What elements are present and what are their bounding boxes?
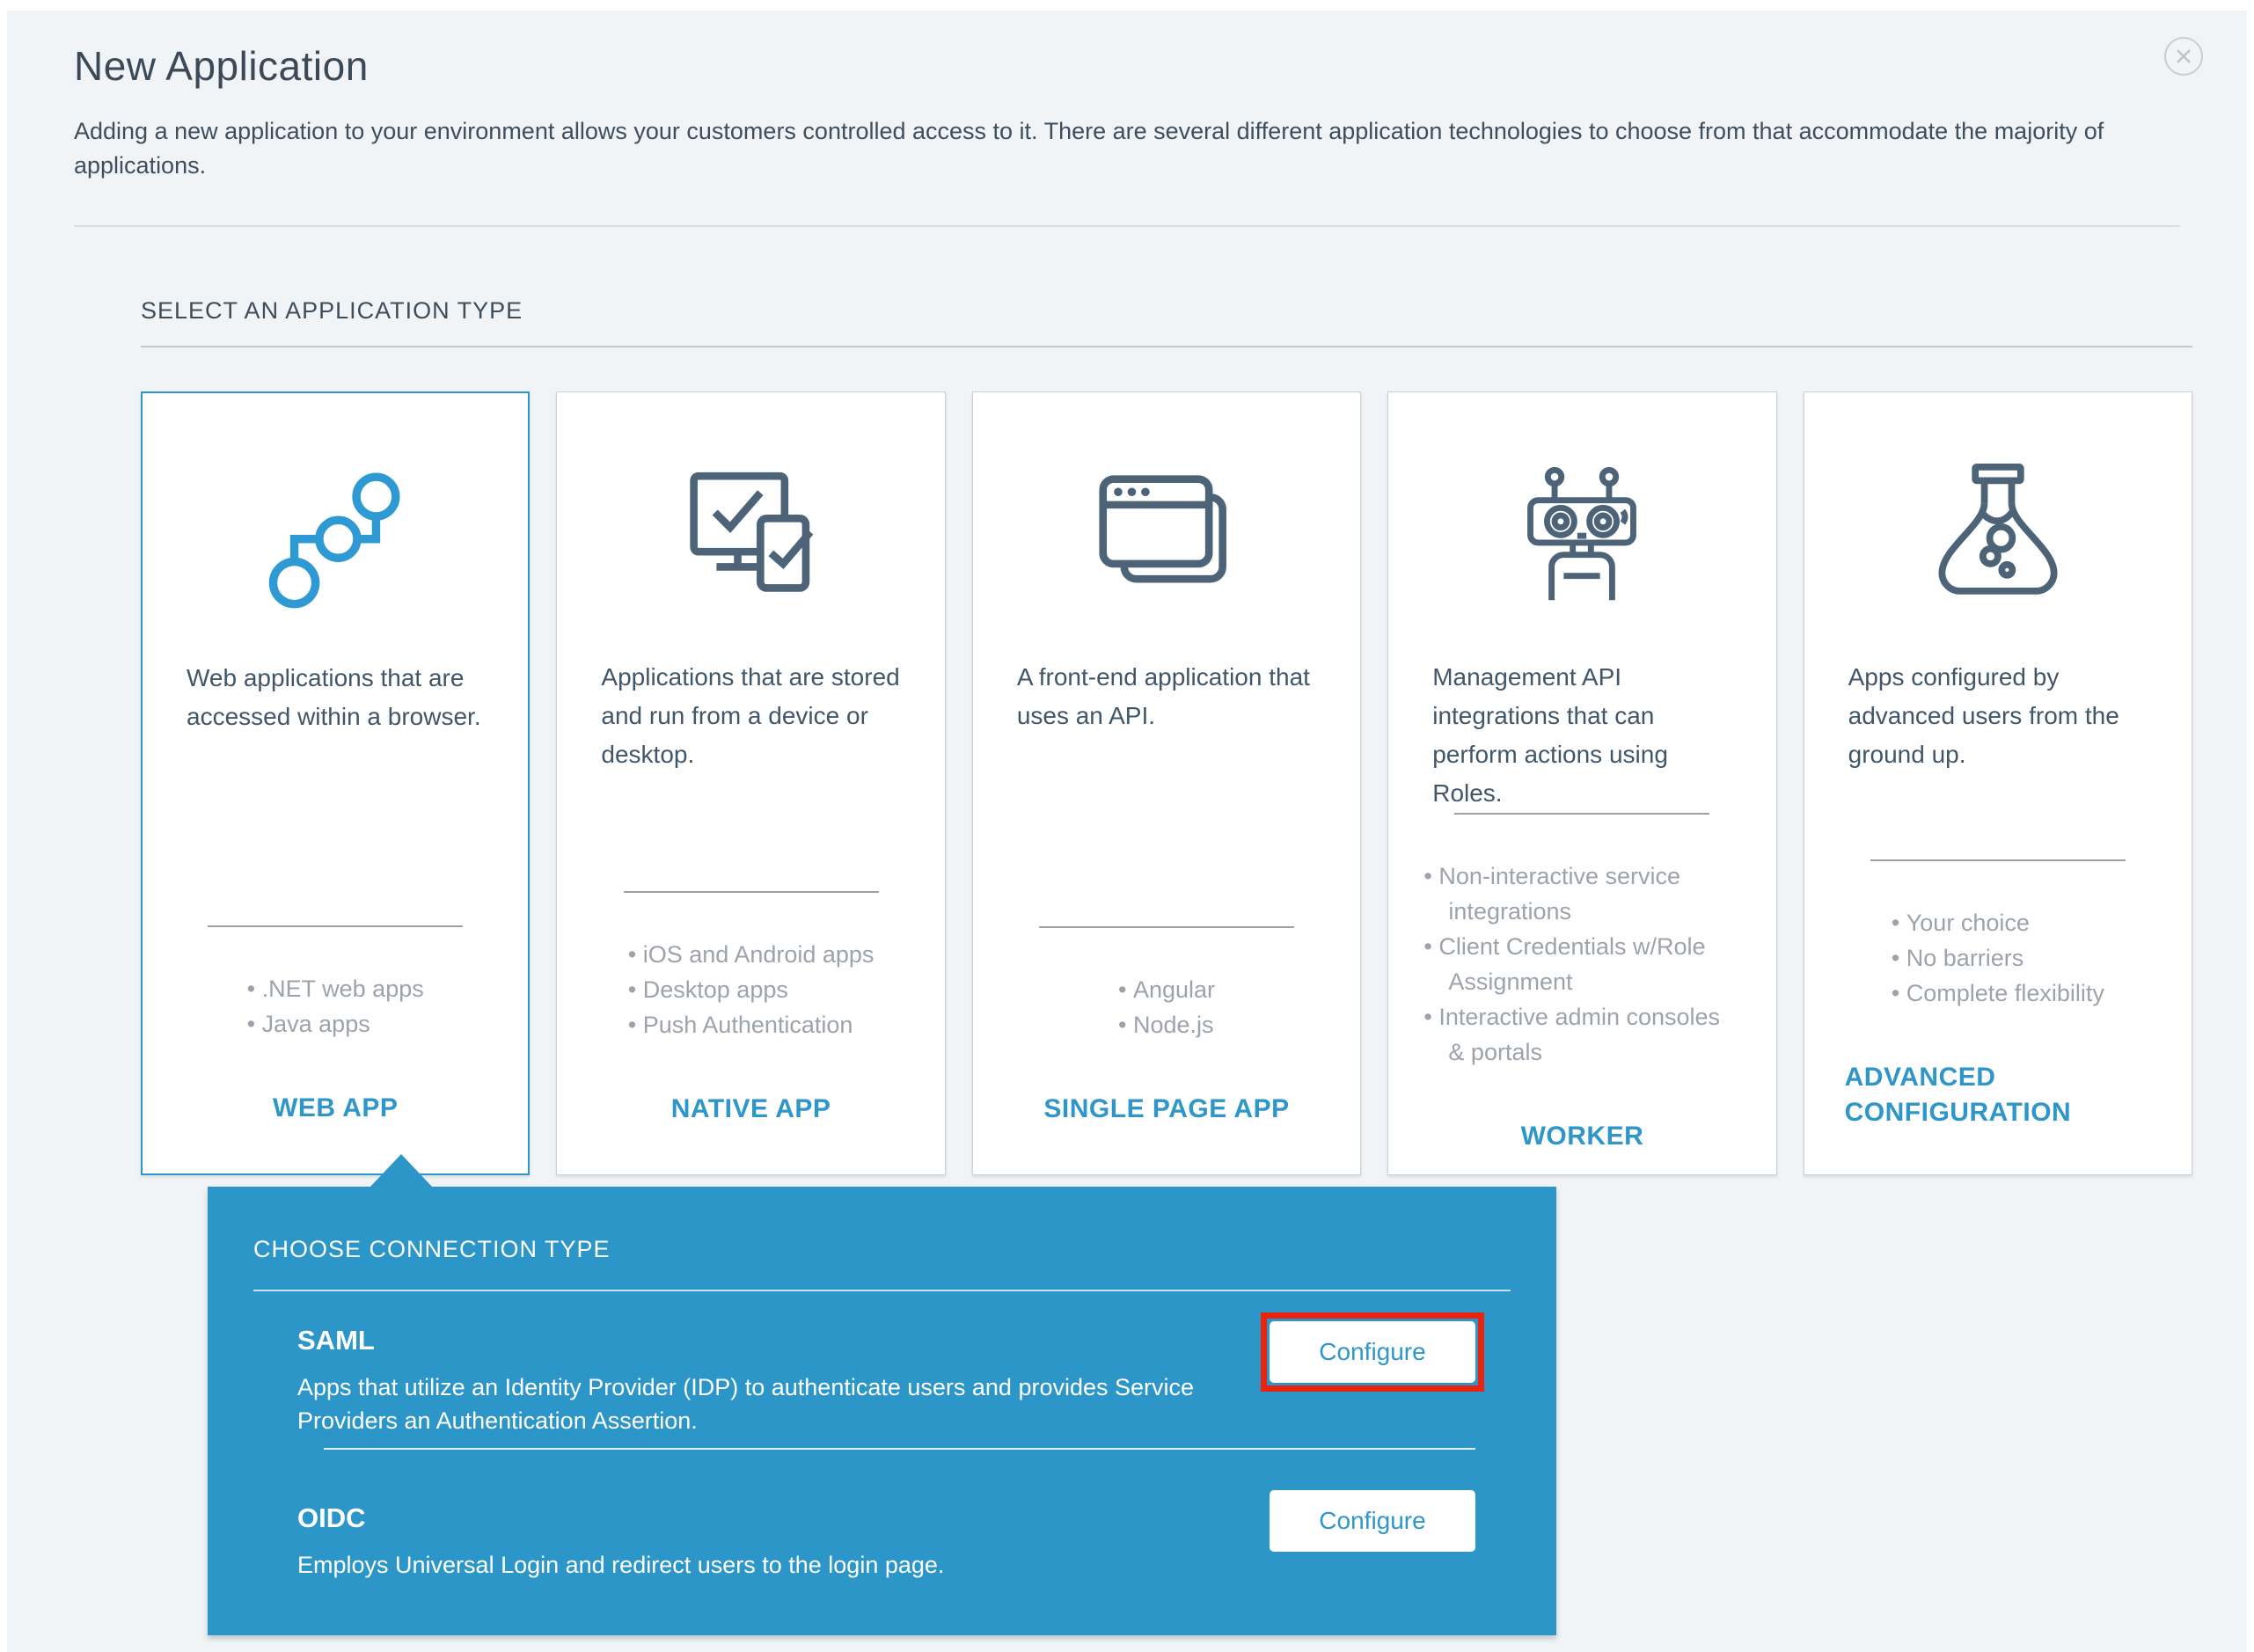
modal-intro: Adding a new application to your environment allows your customers controlled access to it. There are several different application technologies to choose from that accommodate the majority of applications. (74, 118, 2104, 179)
connection-text (297, 1312, 1248, 1437)
card-bullets (1118, 972, 1215, 1042)
close-button[interactable] (2163, 35, 2205, 77)
connection-row-divider (324, 1448, 1475, 1450)
red-highlight-box (1261, 1312, 1484, 1392)
devices-check-icon (676, 461, 827, 612)
application-type-section (141, 297, 2192, 1635)
page-title: New Application (74, 43, 369, 89)
card-description: A front-end application that uses an API. (1016, 663, 1310, 729)
card-web-app[interactable] (141, 391, 530, 1175)
configure-saml-button[interactable]: Configure (1270, 1321, 1475, 1383)
card-type-label: SINGLE PAGE APP (1043, 1094, 1290, 1123)
card-single-page-app[interactable] (972, 391, 1361, 1175)
connection-row-saml (297, 1312, 1475, 1437)
card-bullets (1892, 905, 2104, 1011)
bullet-item: • Java apps (247, 1006, 424, 1042)
card-divider (1454, 813, 1709, 815)
robot-icon (1506, 461, 1658, 612)
bullet-item: • Desktop apps (628, 972, 875, 1007)
modal-content (7, 11, 2247, 1635)
configure-oidc-button[interactable]: Configure (1270, 1490, 1475, 1552)
card-type-label: NATIVE APP (670, 1094, 831, 1123)
bullet-item: • Non-interactive service integrations (1423, 859, 1740, 929)
connection-name: OIDC (297, 1502, 366, 1533)
connection-row-oidc (297, 1490, 1475, 1582)
node-graph-icon (260, 462, 411, 613)
panel-header: CHOOSE CONNECTION TYPE (253, 1236, 611, 1262)
card-native-app[interactable] (556, 391, 945, 1175)
card-type-label: WORKER (1520, 1122, 1644, 1151)
bullet-item: • Push Authentication (628, 1007, 875, 1042)
card-description: Apps configured by advanced users from the ground up. (1848, 663, 2119, 768)
card-bullets (1423, 859, 1740, 1070)
panel-header-divider (253, 1290, 1511, 1291)
card-description: Applications that are stored and run from a device or desktop. (601, 663, 900, 768)
browser-windows-icon (1091, 461, 1242, 612)
card-bullets (247, 971, 424, 1042)
bullet-item: • Angular (1118, 972, 1215, 1007)
card-description: Management API integrations that can perform actions using Roles. (1432, 663, 1668, 807)
connection-name: SAML (297, 1325, 375, 1356)
card-type-label: WEB APP (273, 1093, 399, 1122)
card-divider (208, 925, 463, 927)
close-icon (2163, 35, 2205, 77)
connection-text (297, 1490, 944, 1582)
connection-rows (253, 1312, 1511, 1582)
connection-description: Apps that utilize an Identity Provider (IDP) to authenticate users and provides Service Providers an Authentication Assertion. (297, 1374, 1195, 1434)
bullet-item: • Your choice (1892, 905, 2104, 940)
card-type-label: ADVANCED CONFIGURATION (1844, 1063, 2072, 1127)
section-label: SELECT AN APPLICATION TYPE (141, 297, 523, 324)
card-divider (1039, 926, 1294, 928)
bullet-item: • No barriers (1892, 940, 2104, 976)
card-worker[interactable] (1387, 391, 1776, 1175)
new-application-modal (7, 11, 2247, 1652)
bullet-item: • Node.js (1118, 1007, 1215, 1042)
bullet-item: • iOS and Android apps (628, 937, 875, 972)
application-type-cards (141, 391, 2192, 1175)
card-divider (1870, 859, 2126, 861)
section-underline (141, 346, 2192, 347)
bullet-item: • .NET web apps (247, 971, 424, 1006)
card-bullets (628, 937, 875, 1042)
card-divider (624, 891, 879, 893)
connection-description: Employs Universal Login and redirect users to the login page. (297, 1552, 945, 1578)
bullet-item: • Complete flexibility (1892, 976, 2104, 1011)
bullet-item: • Client Credentials w/Role Assignment (1423, 929, 1740, 999)
connection-type-panel (208, 1187, 1556, 1635)
header-divider (74, 225, 2180, 227)
flask-icon (1922, 461, 2074, 612)
panel-caret (370, 1154, 433, 1188)
card-advanced-configuration[interactable] (1804, 391, 2192, 1175)
bullet-item: • Interactive admin consoles & portals (1423, 999, 1740, 1070)
card-description: Web applications that are accessed within a browser. (187, 664, 481, 730)
